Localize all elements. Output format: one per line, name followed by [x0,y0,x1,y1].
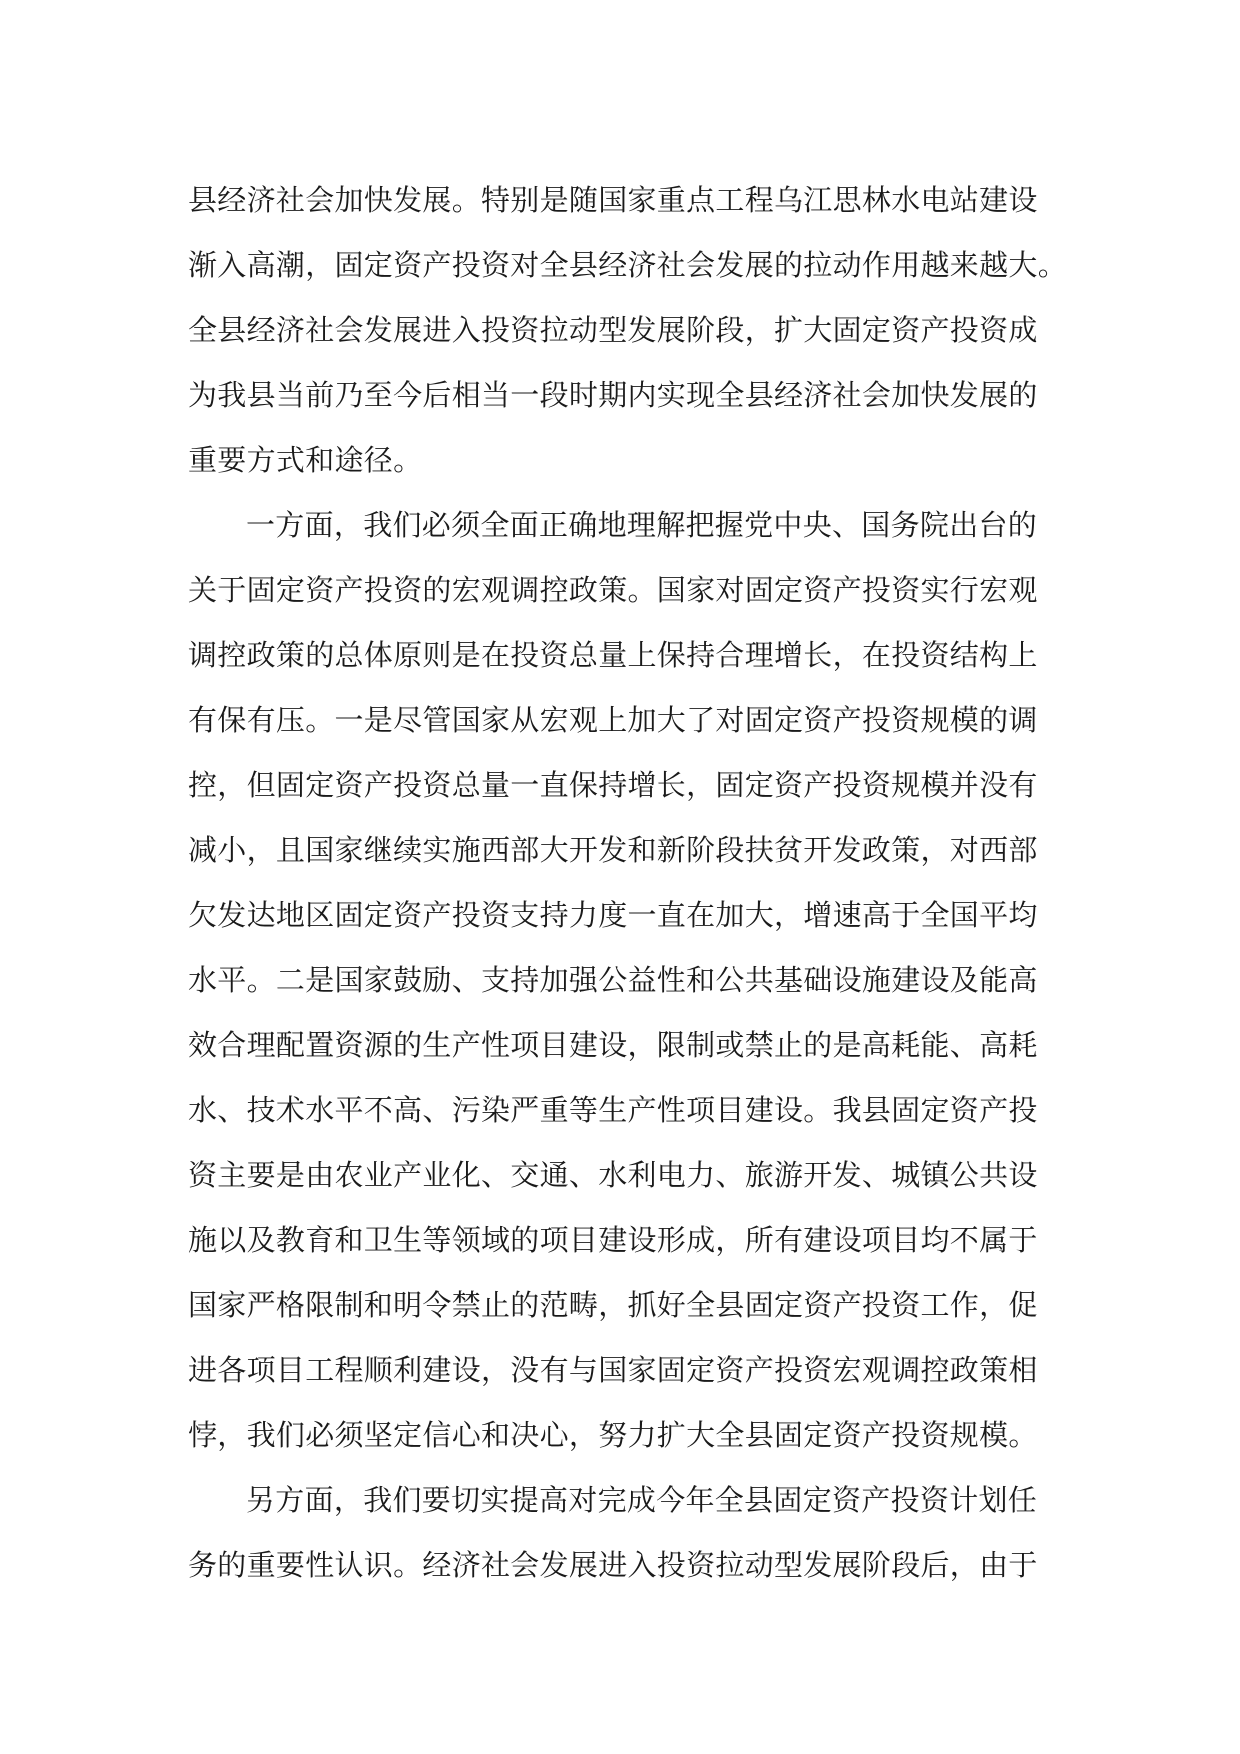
text-line: 县经济社会加快发展。特别是随国家重点工程乌江思林水电站建设 [188,183,1038,217]
text-line: 国家严格限制和明令禁止的范畴，抓好全县固定资产投资工作，促 [188,1288,1038,1322]
text-line: 有保有压。一是尽管国家从宏观上加大了对固定资产投资规模的调 [188,703,1038,737]
text-line: 悖，我们必须坚定信心和决心，努力扩大全县固定资产投资规模。 [188,1418,1038,1452]
text-line: 效合理配置资源的生产性项目建设，限制或禁止的是高耗能、高耗 [188,1028,1038,1062]
text-line: 欠发达地区固定资产投资支持力度一直在加大，增速高于全国平均 [188,898,1038,932]
text-line: 资主要是由农业产业化、交通、水利电力、旅游开发、城镇公共设 [188,1158,1038,1192]
text-line: 全县经济社会发展进入投资拉动型发展阶段，扩大固定资产投资成 [188,313,1038,347]
paragraph-first-line: 另方面，我们要切实提高对完成今年全县固定资产投资计划任 [246,1483,1038,1517]
document-body [188,168,1068,1598]
text-line: 水平。二是国家鼓励、支持加强公益性和公共基础设施建设及能高 [188,963,1038,997]
text-line: 控，但固定资产投资总量一直保持增长，固定资产投资规模并没有 [188,768,1038,802]
text-line: 为我县当前乃至今后相当一段时期内实现全县经济社会加快发展的 [188,378,1038,412]
text-line: 水、技术水平不高、污染严重等生产性项目建设。我县固定资产投 [188,1093,1038,1127]
text-line: 施以及教育和卫生等领域的项目建设形成，所有建设项目均不属于 [188,1223,1038,1257]
text-line: 进各项目工程顺利建设，没有与国家固定资产投资宏观调控政策相 [188,1353,1038,1387]
text-line: 减小，且国家继续实施西部大开发和新阶段扶贫开发政策，对西部 [188,833,1038,867]
text-line: 调控政策的总体原则是在投资总量上保持合理增长，在投资结构上 [188,638,1038,672]
text-line: 关于固定资产投资的宏观调控政策。国家对固定资产投资实行宏观 [188,573,1038,607]
text-line: 重要方式和途径。 [188,443,423,477]
text-line: 渐入高潮，固定资产投资对全县经济社会发展的拉动作用越来越大。 [188,248,1068,282]
paragraph-first-line: 一方面，我们必须全面正确地理解把握党中央、国务院出台的 [246,508,1038,542]
text-line: 务的重要性认识。经济社会发展进入投资拉动型发展阶段后，由于 [188,1548,1038,1582]
